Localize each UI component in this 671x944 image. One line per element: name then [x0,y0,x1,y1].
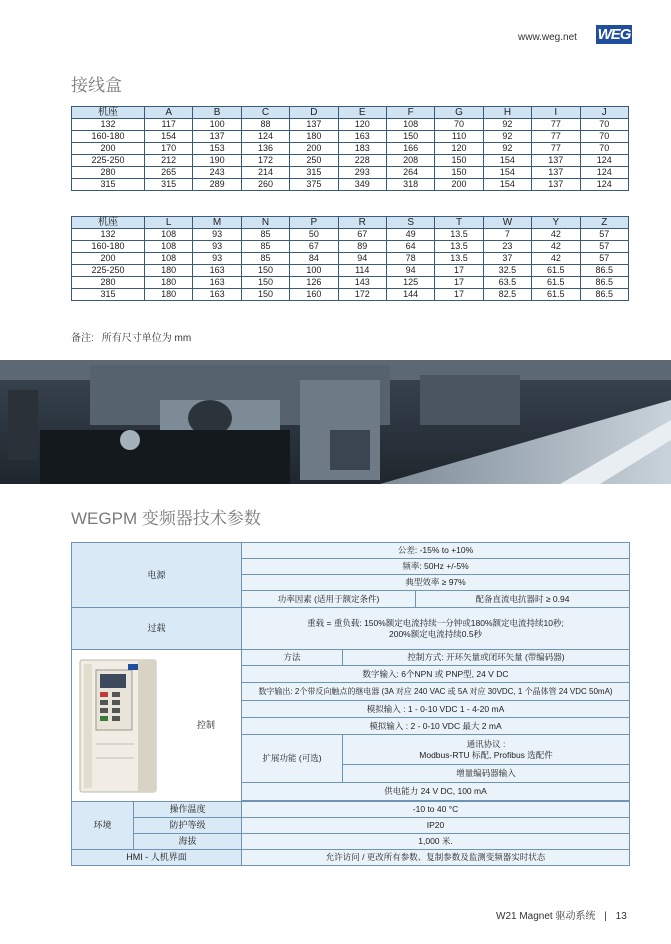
comm-protocol [343,735,630,765]
dimension-table-2 [71,216,629,301]
table-row [72,143,629,155]
table-cell: 124 [580,155,628,167]
analog-input-1: 模拟输入 : 1 - 0-10 VDC 1 - 4-20 mA [242,701,630,718]
table-cell: 42 [532,253,580,265]
power-efficiency: 典型效率 ≥ 97% [242,575,630,591]
table-cell: 150 [435,167,483,179]
table-cell: 200 [72,253,145,265]
comm-protocol-line-2: Modbus-RTU 标配, Profibus 选配件 [419,749,553,760]
footer-separator: | [604,911,607,922]
table-cell: 117 [145,119,193,131]
table-cell: 120 [435,143,483,155]
table-cell: 124 [580,179,628,191]
table-cell: 42 [532,241,580,253]
table-cell: 250 [290,155,338,167]
environment-label: 环境 [72,802,134,850]
table-cell: 200 [435,179,483,191]
machinery-photo-illustration [0,360,671,484]
table-cell: 214 [241,167,289,179]
column-header: L [145,217,193,229]
table-cell: 137 [532,155,580,167]
table-cell: 375 [290,179,338,191]
table-row [72,265,629,277]
table-cell: 49 [386,229,434,241]
column-header: B [193,107,241,119]
column-header: A [145,107,193,119]
table-cell: 180 [145,265,193,277]
table-cell: 200 [290,143,338,155]
table-cell: 108 [145,229,193,241]
digital-input: 数字输入: 6个NPN 或 PNP型, 24 V DC [242,666,630,683]
table-cell: 150 [435,155,483,167]
column-header: F [386,107,434,119]
column-header: H [483,107,531,119]
temperature-label: 操作温度 [134,802,242,818]
table-cell: 150 [241,277,289,289]
table-cell: 180 [145,289,193,301]
table-row [72,289,629,301]
table-cell: 85 [241,229,289,241]
table-row [72,167,629,179]
footer-title: W21 Magnet 驱动系统 [496,911,596,922]
page-number: 13 [615,911,627,922]
table-cell: 32.5 [483,265,531,277]
table-cell: 93 [193,229,241,241]
table-cell: 315 [145,179,193,191]
column-header: C [241,107,289,119]
table-cell: 260 [241,179,289,191]
column-header: D [290,107,338,119]
table-row [72,277,629,289]
table-cell: 137 [193,131,241,143]
table-cell: 108 [145,253,193,265]
table-cell: 57 [580,253,628,265]
table-cell: 70 [435,119,483,131]
column-header: Y [532,217,580,229]
column-header: N [241,217,289,229]
table-cell: 154 [483,155,531,167]
table-cell: 92 [483,131,531,143]
table-cell: 349 [338,179,386,191]
table-cell: 124 [241,131,289,143]
spec-row [72,834,630,850]
table-cell: 172 [338,289,386,301]
table-cell: 70 [580,143,628,155]
table-cell: 150 [241,265,289,277]
altitude-label: 海拔 [134,834,242,850]
table-cell: 94 [338,253,386,265]
column-header: 机座 [72,217,145,229]
page-footer [496,907,627,922]
table-cell: 50 [290,229,338,241]
column-header: M [193,217,241,229]
table-cell: 318 [386,179,434,191]
table-cell: 225-250 [72,265,145,277]
table-cell: 132 [72,229,145,241]
table-cell: 57 [580,229,628,241]
table-cell: 108 [386,119,434,131]
table-cell: 13.5 [435,253,483,265]
table-cell: 93 [193,253,241,265]
spec-row [72,608,630,650]
table-cell: 137 [290,119,338,131]
table-cell: 183 [338,143,386,155]
altitude-value: 1,000 米. [242,834,630,850]
table-cell: 228 [338,155,386,167]
table-cell: 166 [386,143,434,155]
spec-row [72,802,630,818]
table-cell: 212 [145,155,193,167]
table-cell: 61.5 [532,277,580,289]
table-cell: 243 [193,167,241,179]
table-cell: 86.5 [580,289,628,301]
table-cell: 23 [483,241,531,253]
table-cell: 100 [290,265,338,277]
table-cell: 94 [386,265,434,277]
table-cell: 100 [193,119,241,131]
table-cell: 108 [145,241,193,253]
table-cell: 160-180 [72,131,145,143]
spec-row [72,850,630,866]
column-header: E [338,107,386,119]
section-title-junction-box: 接线盒 [71,76,122,95]
overload-value [242,608,630,650]
column-header: T [435,217,483,229]
table-cell: 63.5 [483,277,531,289]
table-cell: 77 [532,143,580,155]
table-cell: 163 [338,131,386,143]
table-cell: 315 [290,167,338,179]
table-cell: 67 [290,241,338,253]
table-row [72,179,629,191]
table-cell: 86.5 [580,277,628,289]
table-cell: 89 [338,241,386,253]
power-supply: 供电能力 24 V DC, 100 mA [242,783,630,801]
power-factor-value: 配备直流电抗器时 ≥ 0.94 [416,591,630,608]
power-tolerance: 公差: -15% to +10% [242,543,630,559]
column-header: R [338,217,386,229]
table-cell: 85 [241,253,289,265]
table-cell: 61.5 [532,289,580,301]
table-cell: 225-250 [72,155,145,167]
table-cell: 13.5 [435,241,483,253]
table-cell: 144 [386,289,434,301]
control-label: 控制 [197,720,216,730]
table-header-row [72,217,629,229]
power-frequency: 频率: 50Hz +/-5% [242,559,630,575]
inverter-spec-table [71,542,630,866]
machinery-photo [0,360,671,484]
table-cell: 82.5 [483,289,531,301]
spec-row [72,818,630,834]
column-header: P [290,217,338,229]
section-title-inverter-specs: WEGPM 变频器技术参数 [71,509,261,528]
table-cell: 289 [193,179,241,191]
table-cell: 93 [193,241,241,253]
table-cell: 293 [338,167,386,179]
table-cell: 136 [241,143,289,155]
table-cell: 180 [145,277,193,289]
table-cell: 143 [338,277,386,289]
control-label-cell [72,650,242,802]
column-header: 机座 [72,107,145,119]
table-cell: 114 [338,265,386,277]
temperature-value: -10 to 40 °C [242,802,630,818]
table-cell: 172 [241,155,289,167]
column-header: I [532,107,580,119]
overload-line-1: 重载 = 重负载: 150%额定电流持续一分钟或180%额定电流持续10秒; [307,617,564,628]
table-cell: 70 [580,119,628,131]
column-header: Z [580,217,628,229]
table-cell: 154 [145,131,193,143]
table-cell: 137 [532,179,580,191]
table-cell: 280 [72,167,145,179]
overload-label: 过载 [72,608,242,650]
table-cell: 84 [290,253,338,265]
table-cell: 264 [386,167,434,179]
table-row [72,131,629,143]
table-row [72,119,629,131]
table-cell: 110 [435,131,483,143]
digital-output: 数字输出: 2个带反向触点的继电器 (3A 对应 240 VAC 或 5A 对应 30VDC, 1 个晶体管 24 VDC 50mA) [242,683,630,701]
table-cell: 125 [386,277,434,289]
table-cell: 42 [532,229,580,241]
table-cell: 126 [290,277,338,289]
table-cell: 120 [338,119,386,131]
table-cell: 150 [386,131,434,143]
column-header: J [580,107,628,119]
table-cell: 208 [386,155,434,167]
comm-protocol-line-1: 通讯协议 : [466,738,506,749]
table-cell: 200 [72,143,145,155]
table-cell: 86.5 [580,265,628,277]
protection-value: IP20 [242,818,630,834]
table-cell: 92 [483,143,531,155]
table-cell: 92 [483,119,531,131]
table-cell: 132 [72,119,145,131]
column-header: S [386,217,434,229]
inverter-image [78,658,160,794]
table-cell: 154 [483,179,531,191]
table-cell: 124 [580,167,628,179]
hmi-label: HMI - 人机界面 [72,850,242,866]
table-cell: 160 [290,289,338,301]
table-cell: 315 [72,289,145,301]
table-cell: 61.5 [532,265,580,277]
table-cell: 315 [72,179,145,191]
spec-row [72,650,630,666]
hmi-value: 允许访问 / 更改所有参数、复制参数及监测变频器实时状态 [242,850,630,866]
table-header-row [72,107,629,119]
protection-label: 防护等级 [134,818,242,834]
table-cell: 153 [193,143,241,155]
control-method-value: 控制方式: 开环矢量或闭环矢量 (带编码器) [343,650,630,666]
table-cell: 13.5 [435,229,483,241]
column-header: G [435,107,483,119]
table-row [72,253,629,265]
table-cell: 7 [483,229,531,241]
table-cell: 17 [435,265,483,277]
table-cell: 154 [483,167,531,179]
table-cell: 77 [532,131,580,143]
control-method-label: 方法 [242,650,343,666]
units-note [71,329,191,344]
table-cell: 163 [193,289,241,301]
table-cell: 137 [532,167,580,179]
table-cell: 17 [435,277,483,289]
table-cell: 17 [435,289,483,301]
spec-row [72,543,630,559]
table-cell: 163 [193,265,241,277]
weg-logo: WEG [597,26,631,43]
table-cell: 265 [145,167,193,179]
column-header: W [483,217,531,229]
table-row [72,229,629,241]
table-cell: 190 [193,155,241,167]
table-cell: 280 [72,277,145,289]
dimension-table-1 [71,106,629,191]
analog-input-2: 模拟输入 : 2 - 0-10 VDC 最大 2 mA [242,718,630,735]
table-cell: 57 [580,241,628,253]
table-cell: 180 [290,131,338,143]
table-cell: 64 [386,241,434,253]
table-cell: 67 [338,229,386,241]
table-cell: 160-180 [72,241,145,253]
table-cell: 150 [241,289,289,301]
power-label: 电源 [72,543,242,608]
encoder-input: 增量编码器输入 [343,765,630,783]
overload-line-2: 200%额定电流持续0.5秒 [388,628,483,639]
note-text: 所有尺寸单位为 mm [101,333,192,344]
table-cell: 85 [241,241,289,253]
table-row [72,241,629,253]
website-url[interactable]: www.weg.net [518,32,577,43]
table-cell: 88 [241,119,289,131]
power-factor-label: 功率因素 (适用于额定条件) [242,591,416,608]
extension-label: 扩展功能 (可选) [242,735,343,783]
table-cell: 37 [483,253,531,265]
table-cell: 170 [145,143,193,155]
note-label: 备注: [71,333,94,344]
table-cell: 163 [193,277,241,289]
table-row [72,155,629,167]
table-cell: 70 [580,131,628,143]
table-cell: 77 [532,119,580,131]
table-cell: 78 [386,253,434,265]
